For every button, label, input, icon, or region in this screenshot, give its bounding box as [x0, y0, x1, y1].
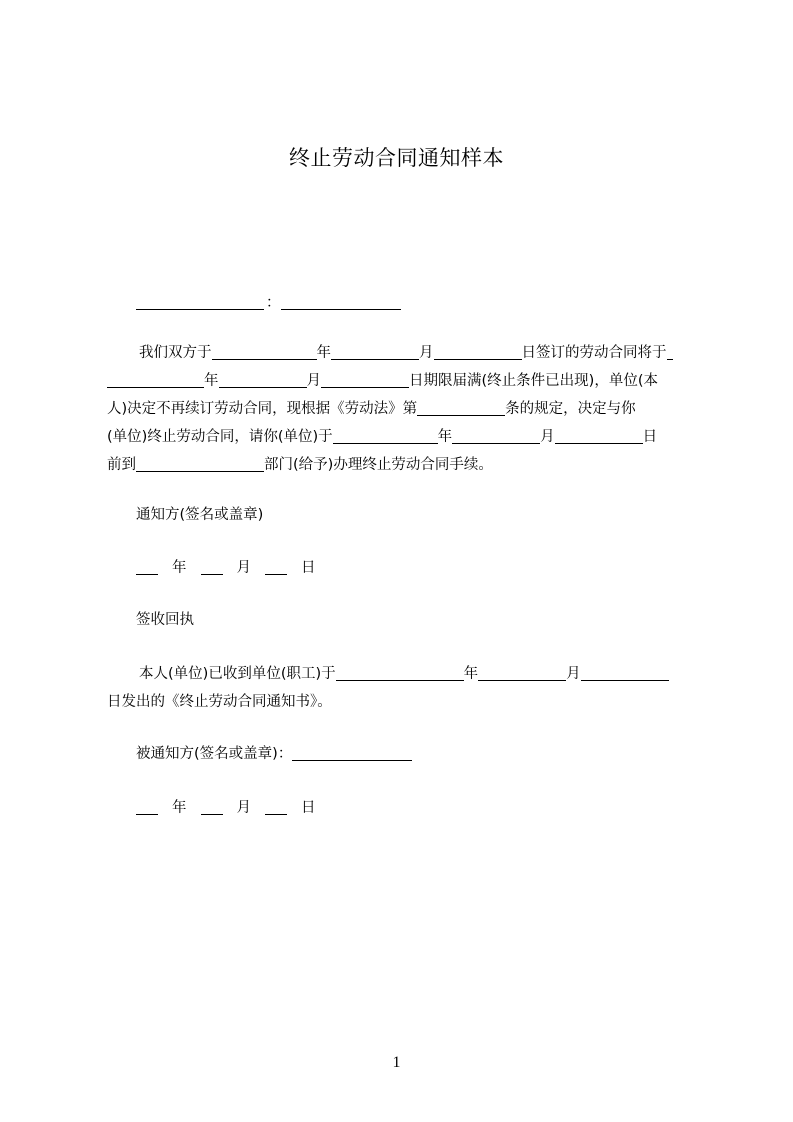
expire-year-blank-start[interactable]	[667, 343, 673, 360]
document-title: 终止劳动合同通知样本	[289, 146, 504, 170]
sign-month-blank[interactable]	[331, 343, 419, 360]
date-label: 月	[236, 800, 251, 816]
notifier-date-line	[136, 555, 702, 581]
notice-text: 日	[642, 429, 658, 445]
notice-text: 前到	[107, 457, 136, 473]
receipt-day-blank[interactable]	[581, 664, 669, 681]
receipt-text: 本人(单位)已收到单位(职工)于	[139, 666, 336, 682]
date-label: 年	[172, 800, 187, 816]
receipt-text: 月	[566, 666, 581, 682]
receipt-year-blank[interactable]	[336, 664, 464, 681]
deadline-day-blank[interactable]	[555, 427, 643, 444]
notice-text: 条的规定，决定与你	[505, 401, 636, 417]
deadline-month-blank[interactable]	[452, 427, 540, 444]
receipt-line-1	[139, 661, 702, 687]
addressee-blank[interactable]	[136, 293, 264, 310]
date-label: 日	[301, 560, 316, 576]
article-number-blank[interactable]	[417, 399, 505, 416]
addressee-line	[136, 290, 702, 316]
receipt-month-blank[interactable]	[478, 664, 566, 681]
notice-text: 月	[306, 373, 321, 389]
receipt-text: 年	[463, 666, 479, 682]
sign-day-blank[interactable]	[434, 343, 522, 360]
notice-text: 我们双方于	[139, 345, 212, 361]
notified-signature-blank[interactable]	[292, 744, 412, 761]
notified-year-blank[interactable]	[136, 798, 158, 815]
notice-text: (单位)终止劳动合同，请你(单位)于	[107, 429, 333, 445]
expire-month-blank[interactable]	[219, 371, 307, 388]
page-number: 1	[392, 1054, 401, 1071]
receipt-title: 签收回执	[136, 612, 194, 628]
date-label: 年	[172, 560, 187, 576]
notice-line-5	[107, 452, 702, 478]
addressee-name-blank[interactable]	[281, 293, 401, 310]
notified-signature-label: 被通知方(签名或盖章)：	[136, 746, 293, 762]
notice-line-3	[107, 396, 702, 422]
notified-signature-line	[136, 741, 702, 767]
notice-text: 年	[437, 429, 453, 445]
notifier-signature-label: 通知方(签名或盖章)	[136, 507, 264, 523]
expire-day-blank[interactable]	[321, 371, 409, 388]
notice-text: 人)决定不再续订劳动合同，现根据《劳动法》第	[107, 401, 418, 417]
expire-year-blank[interactable]	[107, 371, 204, 388]
notice-line-1	[139, 340, 702, 366]
notifier-month-blank[interactable]	[201, 558, 223, 575]
date-label: 日	[301, 800, 316, 816]
notifier-day-blank[interactable]	[265, 558, 287, 575]
notice-text: 年	[316, 345, 331, 361]
notice-text: 日签订的劳动合同将于	[521, 345, 667, 361]
sign-year-blank[interactable]	[212, 343, 317, 360]
notified-date-line	[136, 795, 702, 821]
notice-line-2	[107, 368, 702, 394]
notice-text: 部门(给予)办理终止劳动合同手续。	[264, 457, 493, 473]
deadline-year-blank[interactable]	[333, 427, 438, 444]
notice-text: 月	[540, 429, 555, 445]
notice-text: 日期限届满(终止条件已出现)，单位(本	[409, 373, 658, 389]
notified-day-blank[interactable]	[265, 798, 287, 815]
department-blank[interactable]	[136, 455, 264, 472]
receipt-line-2: 日发出的《终止劳动合同通知书》。	[107, 694, 332, 710]
notice-line-4	[107, 424, 702, 450]
date-label: 月	[236, 560, 251, 576]
notifier-year-blank[interactable]	[136, 558, 158, 575]
notified-month-blank[interactable]	[201, 798, 223, 815]
notice-text: 年	[204, 373, 219, 389]
notice-text: 月	[419, 345, 434, 361]
addressee-colon: ：	[266, 295, 281, 311]
